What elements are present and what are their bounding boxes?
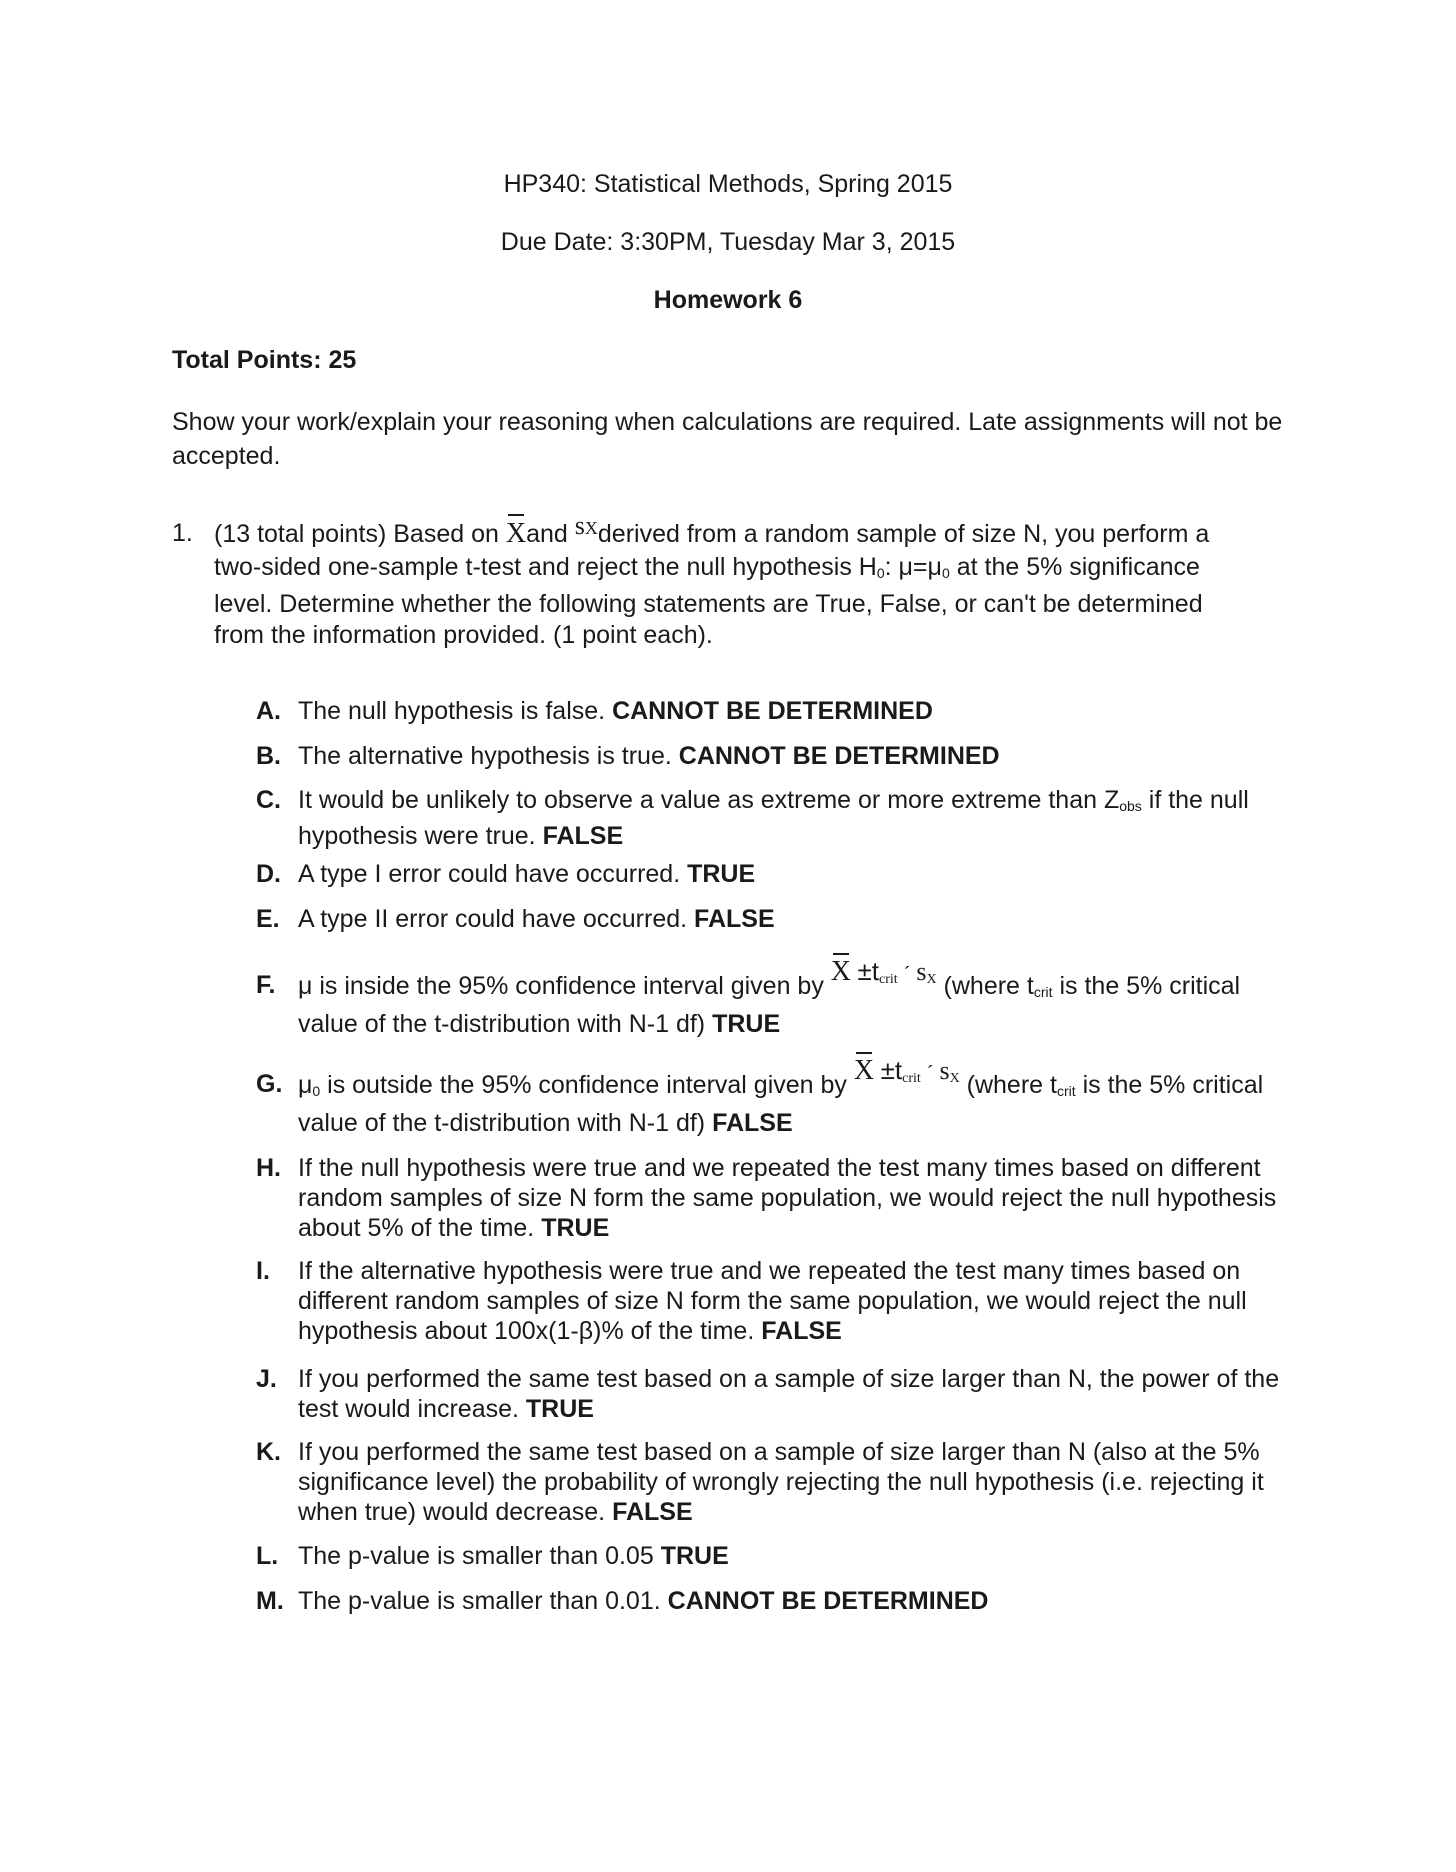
answer: TRUE: [541, 1214, 610, 1242]
answer: CANNOT BE DETERMINED: [612, 697, 933, 725]
document-page: HP340: Statistical Methods, Spring 2015 Due Date: 3:30PM, Tuesday Mar 3, 2015 Homework 6 Total Points: 25 Show your work/explain your reasoning when calculations are required. Late assignments will not be accepted. 1. (13 total points) Based on Xand sXderived from a random sample of size N, you perform a two-sided one-sample t-test and reject the null hypothesis $H_0$: $\mu=\mu_0$ at the 5% significance level. Determine whether the following statements are True, False, or can't be determined from the information provided. (1 point each). A. The null hypothesis is false. CANNOT BE DETERMINED B. The alternative hypothesis is true. CANNOT BE DETERMINED C. It would be unlikely to observe a value as extreme or more extreme than $Z_{obs}$ if the null hypothesis were true. FALSE D. A type I error could have occurred. TRUE E. A type II error could have occurred. FALSE F. μ is inside the 95% confidence interval given by $X \pm t_{crit}$ ´ $s_X$ (where $t_{crit}$ is the 5% critical value of the t-distribution with N-1 df) TRUE G. $\mu_0$ is outside the 95% confidence interval given by $X \pm t_{crit}$ ´ $s_X$ (where $t_{crit}$ is the 5% critical value of the t-distribution with N-1 df) FALSE H. If the null hypothesis were true and we repeated the test many times based on different random samples of size N form the same population, we would reject the null hypothesis about 5% of the time. TRUE I. If the alternative hypothesis were true and we repeated the test many times based on different random samples of size N form the same population, we would reject the null hypothesis about 100x(1-β)% of the time. FALSE J. If you performed the same test based on a sample of size larger than N, the power of the test would increase. TRUE K. If you performed the same test based on a sample of size larger than N (also at the 5% significance level) the probability of wrongly rejecting the null hypothesis (i.e. rejecting it when true) would decrease. FALSE L. The p-value is smaller than 0.05 TRUE M. The p-value is smaller than 0.01. CANNOT BE DETERMINED: [0, 0, 1456, 1872]
answer: FALSE: [761, 1317, 842, 1345]
answer: FALSE: [612, 1498, 693, 1526]
answer: FALSE: [542, 822, 624, 850]
instructions: Show your work/explain your reasoning when calculations are required. Late assignments will not be accepted.: [172, 408, 1283, 470]
question-text: (13 total points) Based on Xand sXderived from a random sample of size N, you perform a two-sided one-sample t-test and reject the null hypothesis $H_0$: $\mu=\mu_0$ at the 5% significance level. Determine whether the following statements are True, False, or can't be determined from the information provided. (1 point each).: [214, 511, 1210, 649]
due-date: Due Date: 3:30PM, Tuesday Mar 3, 2015: [500, 228, 956, 256]
answer: TRUE: [525, 1395, 594, 1423]
confidence-interval-formula: $X \pm t_{crit}$ ´ $s_X$: [831, 956, 937, 995]
x-bar-symbol: X: [506, 518, 526, 549]
answer: TRUE: [660, 1542, 729, 1570]
answer: FALSE: [712, 1109, 793, 1137]
answer: CANNOT BE DETERMINED: [667, 1587, 989, 1615]
total-points: Total Points: 25: [172, 346, 357, 374]
confidence-interval-formula: $X \pm t_{crit}$ ´ $s_X$: [854, 1055, 960, 1094]
sx-symbol: sX: [574, 511, 598, 540]
question-number: 1.: [172, 519, 193, 547]
course-title: HP340: Statistical Methods, Spring 2015: [503, 170, 953, 198]
answer: TRUE: [687, 860, 756, 888]
answer: TRUE: [712, 1010, 781, 1038]
answer: CANNOT BE DETERMINED: [678, 742, 1000, 770]
homework-title: Homework 6: [653, 286, 803, 314]
answer: FALSE: [694, 905, 775, 933]
